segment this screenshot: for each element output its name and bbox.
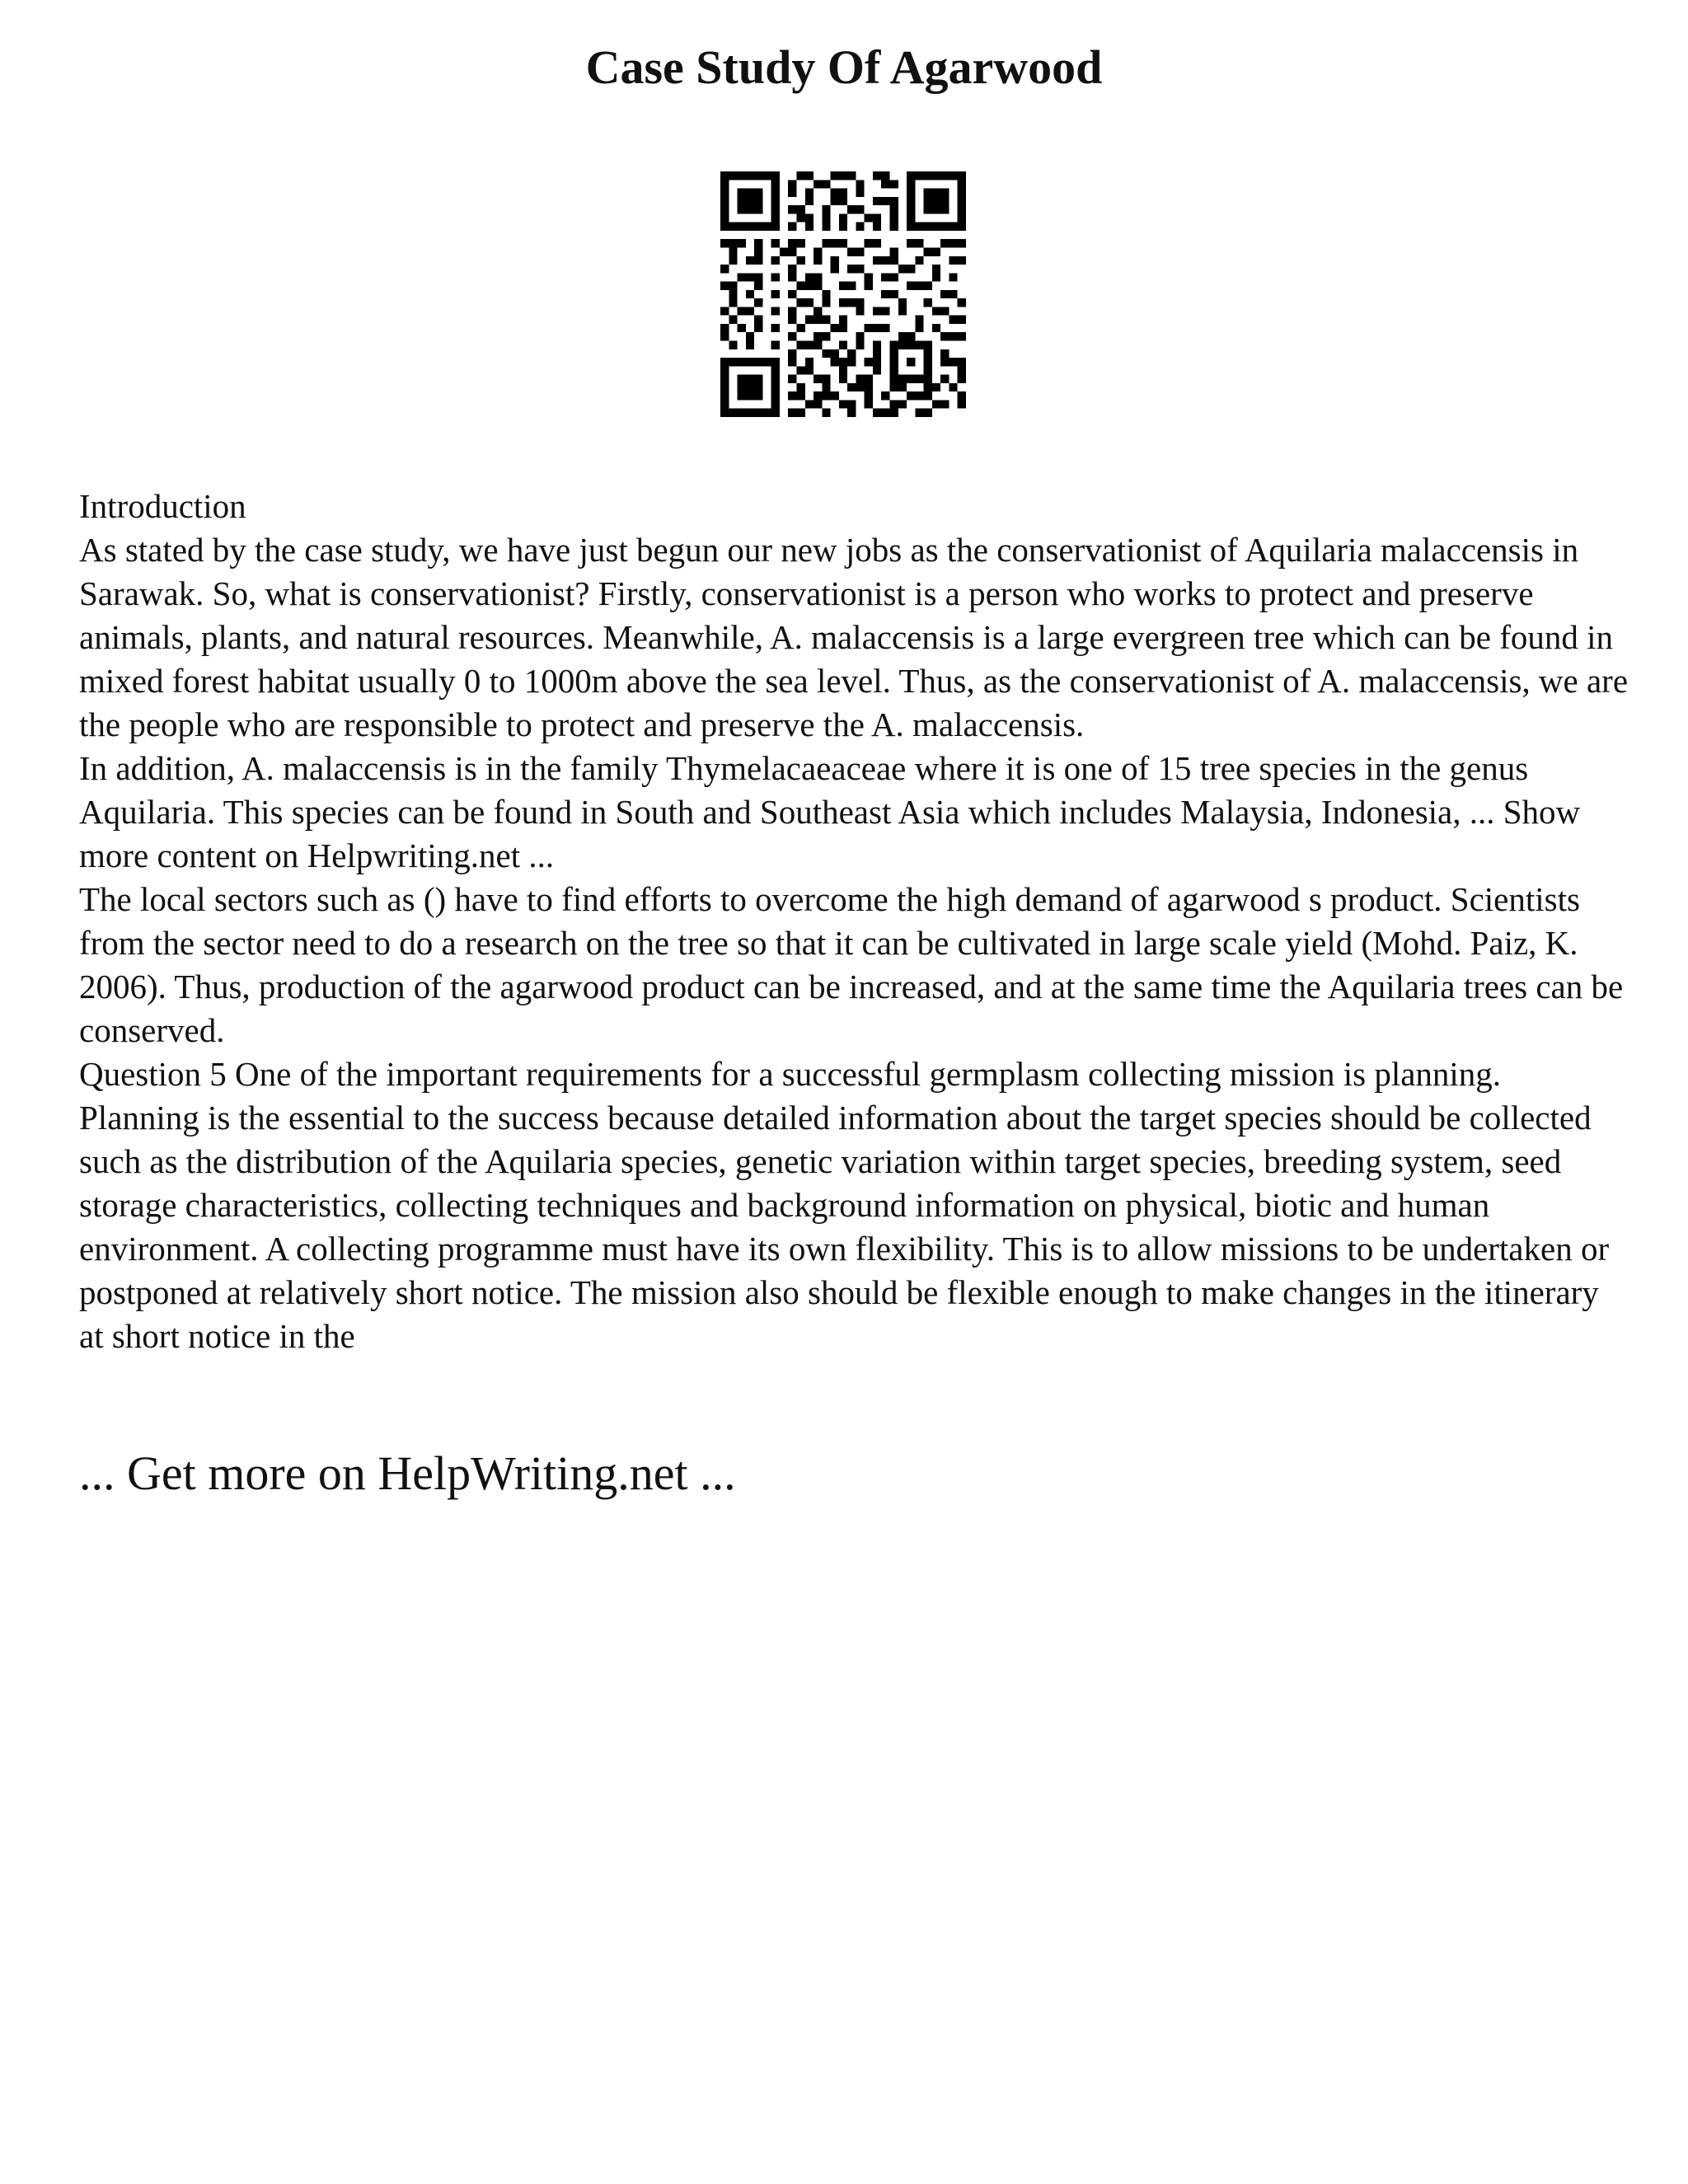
document-body — [79, 485, 1629, 1358]
paragraph: Question 5 One of the important requirements for a successful germplasm collecting mission is planning. Planning is the essential to the success because detailed information about the target species should be collected such as the distribution of the Aquilaria species, genetic variation within target species, breeding system, seed storage characteristics, collecting techniques and background information on physical, biotic and human environment. A collecting programme must have its own flexibility. This is to allow missions to be undertaken or postponed at relatively short notice. The mission also should be flexible enough to make changes in the itinerary at short notice in the — [79, 1055, 1610, 1355]
paragraph: The local sectors such as () have to find efforts to overcome the high demand of agarwood s product. Scientists from the sector need to do a research on the tree so that it can be cultivated in large scale yield (Mohd. Paiz, K. 2006). Thus, production of the agarwood product can be increased, and at the same time the Aquilaria trees can be conserved. — [79, 880, 1624, 1049]
paragraph: As stated by the case study, we have just begun our new jobs as the conservationist of Aquilaria malaccensis in Sarawak. So, what is conservationist? Firstly, conservationist is a person who works to protect and preserve animals, plants, and natural resources. Meanwhile, A. malaccensis is a large evergreen tree which can be found in mixed forest habitat usually 0 to 1000m above the sea level. Thus, as the conservationist of A. malaccensis, we are the people who are responsible to protect and preserve the A. malaccensis. — [79, 531, 1629, 743]
qr-code-graphic — [720, 171, 966, 417]
get-more-link[interactable]: ... Get more on HelpWriting.net ... — [79, 1446, 736, 1500]
paragraph: In addition, A. malaccensis is in the family Thymelacaeaceae where it is one of 15 tree species in the genus Aquilaria. This species can be found in South and Southeast Asia which includes Malaysia, Indonesia, ... Show more content on Helpwriting.net ... — [79, 749, 1581, 874]
qr-code-icon — [720, 171, 966, 417]
document-title: Case Study Of Agarwood — [585, 40, 1103, 94]
paragraph-introduction-heading: Introduction — [79, 487, 246, 525]
